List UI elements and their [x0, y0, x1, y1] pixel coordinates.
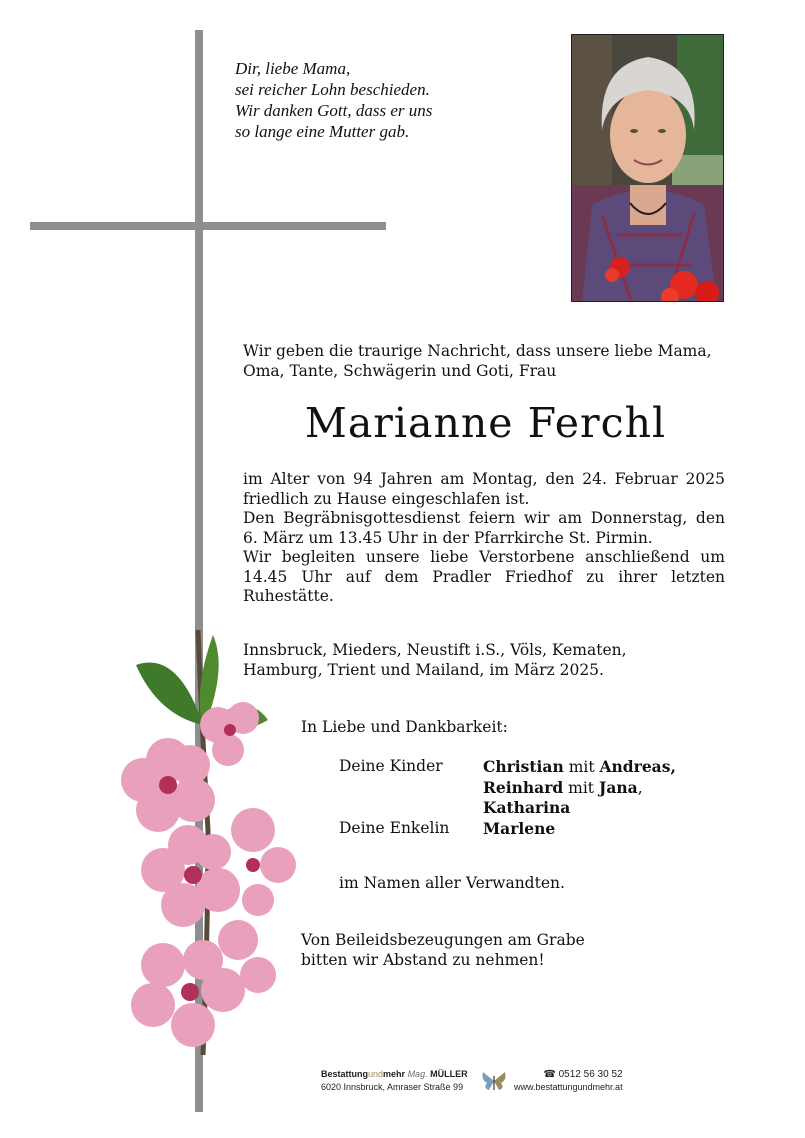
phone-icon: ☎	[543, 1069, 556, 1080]
deceased-name: Marianne Ferchl	[304, 399, 667, 447]
brand-part: und	[368, 1069, 384, 1079]
portrait-photo	[571, 34, 724, 302]
brand-part: mehr	[383, 1069, 406, 1079]
phone-number: 0512 56 30 52	[558, 1069, 623, 1080]
quote-line: sei reicher Lohn beschieden.	[235, 80, 430, 99]
place-and-date	[243, 641, 728, 680]
children-label: Deine Kinder	[339, 757, 443, 775]
body-line: 6. März um 13.45 Uhr in der Pfarrkirche St. Pirmin.	[243, 528, 653, 547]
relatives-line: im Namen aller Verwandten.	[339, 874, 565, 892]
comma: ,	[637, 778, 643, 797]
body-line: im Alter von 94 Jahren am Montag, den 24. Februar 2025	[243, 470, 725, 488]
butterfly-icon	[481, 1070, 507, 1096]
grandchildren-label: Deine Enkelin	[339, 818, 450, 837]
grandchild-name: Marlene	[483, 818, 556, 838]
condolence-request	[301, 931, 585, 970]
quote-line: Wir danken Gott, dass er uns	[235, 101, 433, 120]
funeral-home-contact	[514, 1068, 623, 1094]
website: www.bestattungundmehr.at	[514, 1082, 623, 1092]
quote-line: Dir, liebe Mama,	[235, 59, 351, 78]
family-list	[339, 757, 719, 839]
death-notice-intro: Wir geben die traurige Nachricht, dass unsere liebe Mama, Oma, Tante, Schwägerin und Goti, Frau	[243, 342, 712, 380]
brand-name: MÜLLER	[430, 1069, 468, 1079]
request-line: Von Beileidsbezeugungen am Grabe	[301, 931, 585, 949]
family-row-grandchildren	[339, 819, 719, 840]
partner-name: Jana	[598, 777, 638, 797]
memorial-cross-horizontal	[30, 222, 386, 230]
brand-part: Bestattung	[321, 1069, 368, 1079]
memorial-quote	[235, 58, 432, 142]
funeral-home-footer	[321, 1068, 641, 1098]
family-row-children	[339, 757, 719, 819]
body-line: Ruhestätte.	[243, 587, 334, 605]
blossom-branch-image	[108, 630, 308, 1055]
brand-title: Mag.	[407, 1069, 428, 1079]
body-line: friedlich zu Hause eingeschlafen ist.	[243, 489, 530, 508]
partner-name: Andreas,	[599, 757, 676, 776]
body-line: Wir begleiten unsere liebe Verstorbene anschließend um	[243, 548, 725, 566]
body-line: Den Begräbnisgottesdienst feiern wir am Donnerstag, den	[243, 509, 725, 527]
child-name: Katharina	[483, 798, 571, 817]
regards-line: In Liebe und Dankbarkeit:	[301, 718, 508, 736]
grandchildren-names	[483, 819, 719, 840]
child-name: Christian	[483, 757, 564, 776]
funeral-home-address: 6020 Innsbruck, Amraser Straße 99	[321, 1082, 464, 1092]
request-line: bitten wir Abstand zu nehmen!	[301, 950, 545, 969]
with-word: mit	[568, 758, 595, 776]
place-line: Innsbruck, Mieders, Neustift i.S., Völs, Kematen,	[243, 641, 627, 659]
with-word: mit	[568, 778, 595, 797]
funeral-home-info	[321, 1068, 468, 1094]
quote-line: so lange eine Mutter gab.	[235, 122, 410, 141]
body-line: 14.45 Uhr auf dem Pradler Friedhof zu ihrer letzten	[243, 567, 725, 586]
death-notice-body	[243, 470, 725, 607]
place-line: Hamburg, Trient und Mailand, im März 2025.	[243, 660, 604, 679]
children-names	[483, 757, 719, 819]
child-name: Reinhard	[483, 777, 564, 797]
